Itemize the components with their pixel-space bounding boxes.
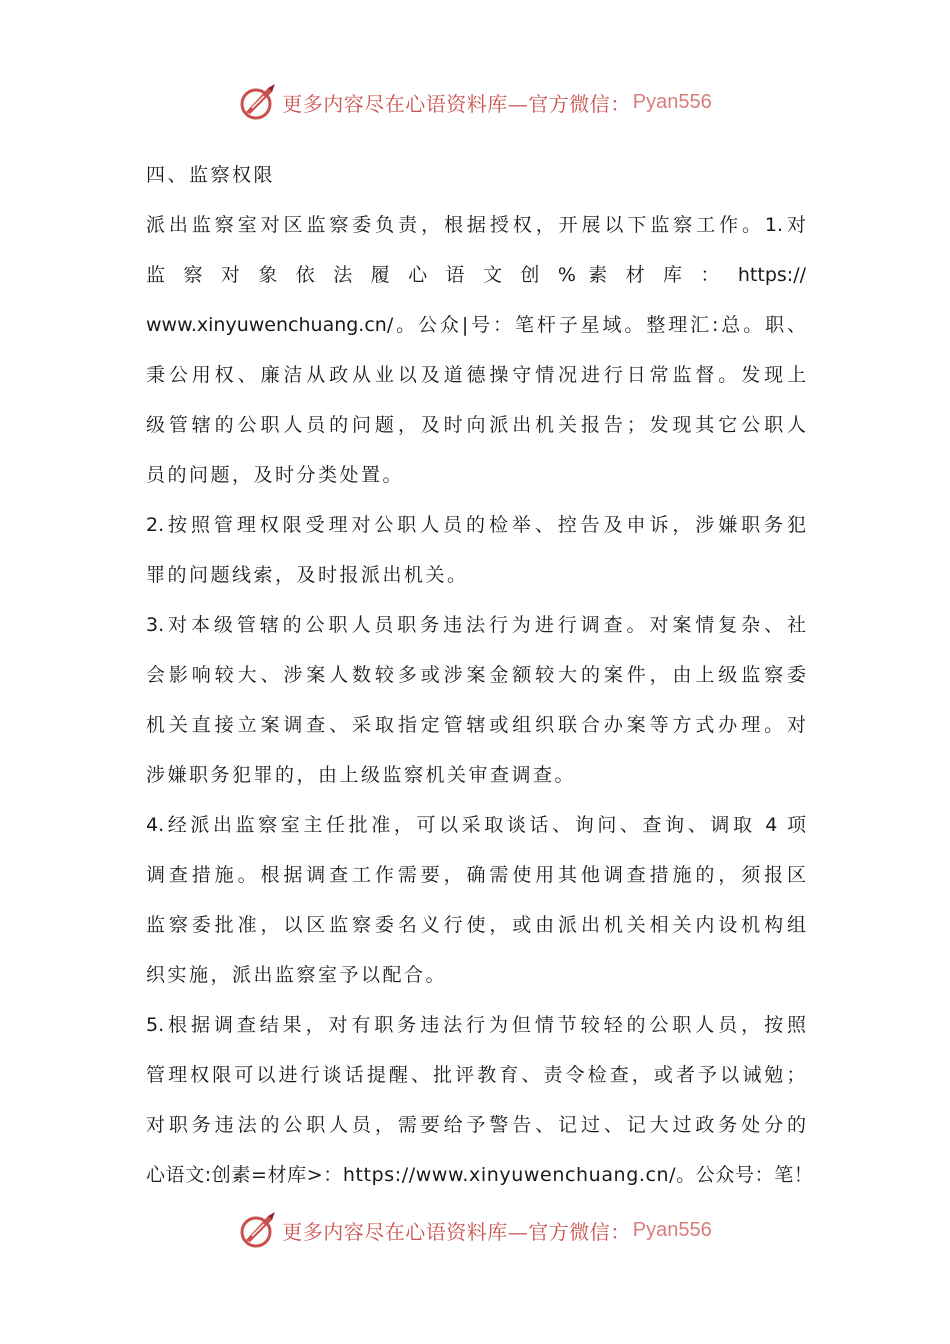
text-line: 监察委批准，以区监察委名义行使，或由派出机关相关内设机构组: [146, 914, 806, 936]
text-line: 会影响较大、涉案人数较多或涉案金额较大的案件，由上级监察委: [146, 664, 806, 686]
text-line: 监 察 对 象 依 法 履 心 语 文 创 % 素 材 库 ： https://: [146, 264, 806, 286]
section-heading: 四、监察权限: [146, 164, 276, 186]
text-line: 涉嫌职务犯罪的，由上级监察机关审查调查。: [146, 764, 577, 786]
banner-text: 更多内容尽在心语资料库—官方微信：: [282, 1219, 631, 1244]
footer-banner: [0, 1208, 950, 1252]
text-line: 2.按照管理权限受理对公职人员的检举、控告及申诉，涉嫌职务犯: [146, 514, 806, 536]
text-line: 机关直接立案调查、采取指定管辖或组织联合办案等方式办理。对: [146, 714, 806, 736]
text-line: 5.根据调查结果，对有职务违法行为但情节较轻的公职人员，按照: [146, 1014, 806, 1036]
text-line: 心语文:创素=材库>：https://www.xinyuwenchuang.cn/。公众号：笔！: [146, 1164, 814, 1186]
text-line: 织实施，派出监察室予以配合。: [146, 964, 448, 986]
text-line: 对职务违法的公职人员，需要给予警告、记过、记大过政务处分的: [146, 1114, 806, 1136]
header-banner: [0, 80, 950, 124]
text-line: 秉公用权、廉洁从政从业以及道德操守情况进行日常监督。发现上: [146, 364, 806, 386]
text-line: 罪的问题线索，及时报派出机关。: [146, 564, 469, 586]
text-line: 派出监察室对区监察委负责，根据授权，开展以下监察工作。1.对: [146, 214, 806, 236]
banner-wechat-id: Pyan556: [632, 1218, 712, 1241]
quill-pen-logo-icon: [238, 82, 278, 122]
quill-pen-logo-icon: [238, 1210, 278, 1250]
text-line: 调查措施。根据调查工作需要，确需使用其他调查措施的，须报区: [146, 864, 806, 886]
text-line: www.xinyuwenchuang.cn/。公众|号：笔杆子星域。整理汇:总。职、: [146, 314, 806, 336]
document-body: [146, 150, 814, 1200]
text-line: 员的问题，及时分类处置。: [146, 464, 405, 486]
text-line: 级管辖的公职人员的问题，及时向派出机关报告；发现其它公职人: [146, 414, 806, 436]
text-line: 管理权限可以进行谈话提醒、批评教育、责令检查，或者予以诫勉；: [146, 1064, 806, 1086]
text-line: 3.对本级管辖的公职人员职务违法行为进行调查。对案情复杂、社: [146, 614, 806, 636]
text-line: 4.经派出监察室主任批准，可以采取谈话、询问、查询、调取 4 项: [146, 814, 806, 836]
banner-wechat-id: Pyan556: [632, 90, 712, 113]
banner-text: 更多内容尽在心语资料库—官方微信：: [282, 91, 631, 116]
